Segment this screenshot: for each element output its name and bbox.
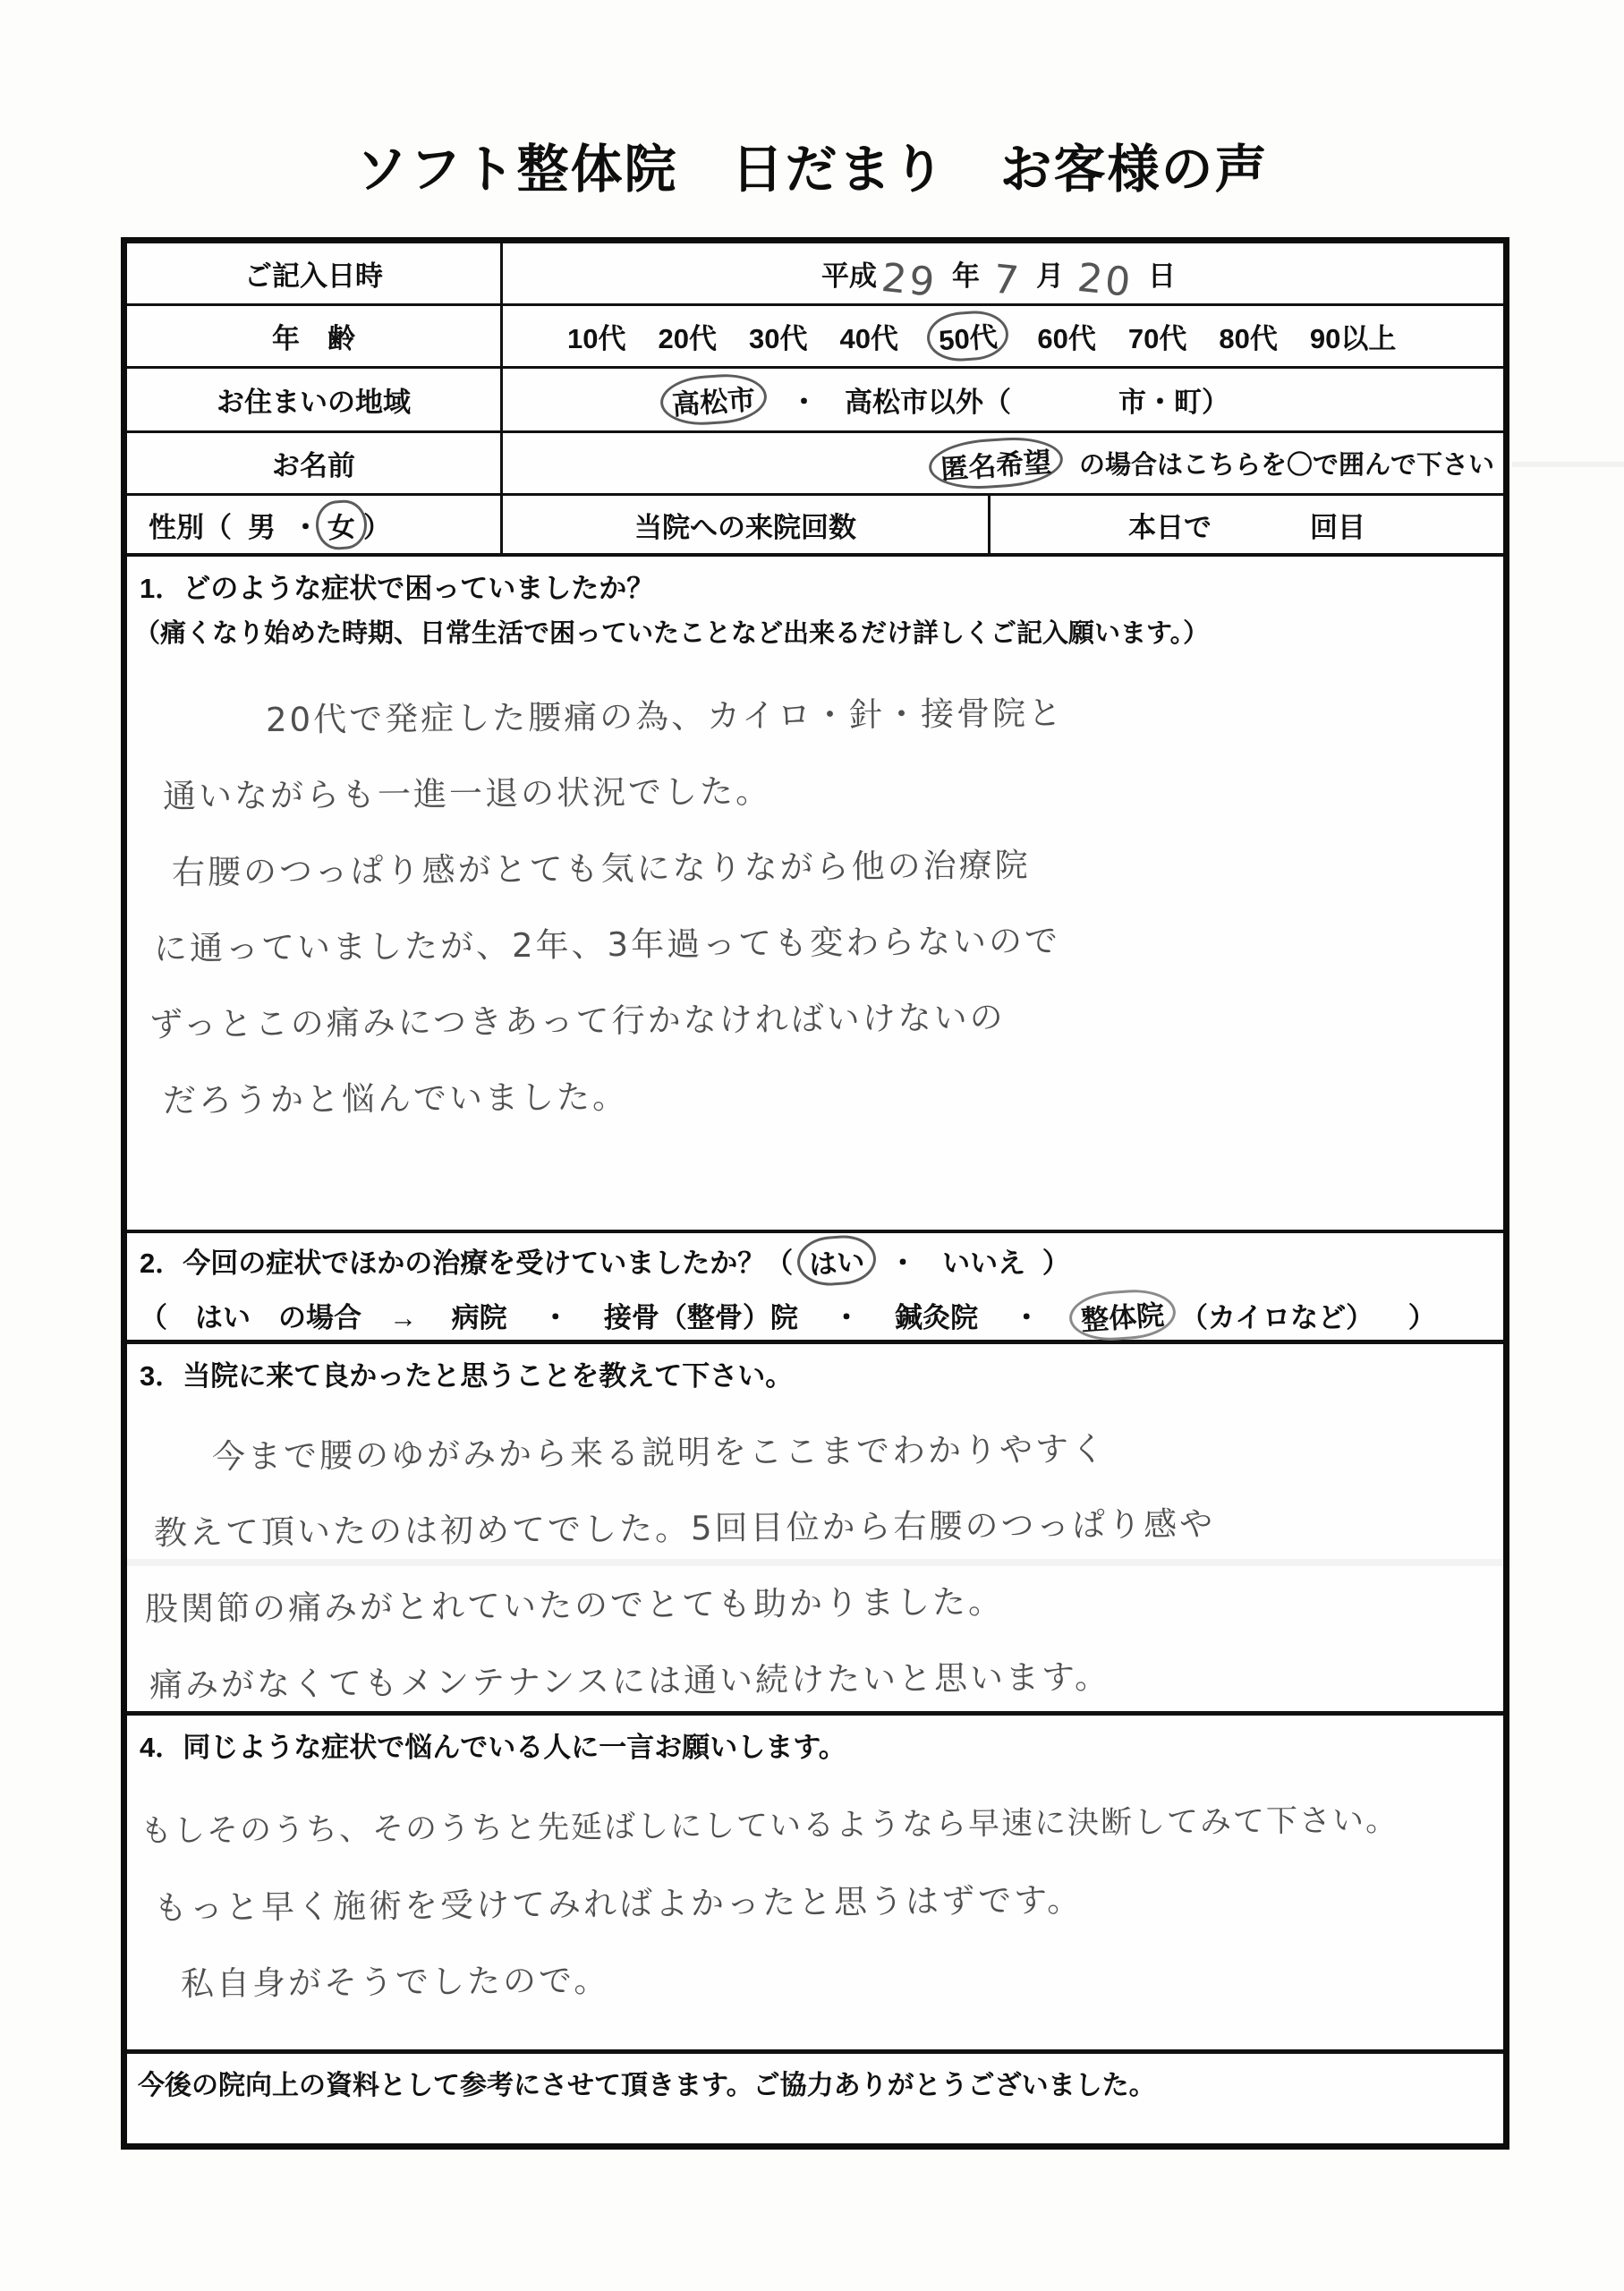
age-option-70s: 70代 bbox=[1127, 323, 1187, 354]
question1-answer-handwritten bbox=[127, 677, 1503, 1133]
question1-section bbox=[127, 557, 1503, 1233]
anonymous-note: の場合はこちらを〇で囲んで下さい bbox=[1078, 451, 1494, 480]
gender-suffix: ） bbox=[363, 511, 391, 543]
q2-seitai-suffix: （カイロなど） bbox=[1180, 1302, 1374, 1333]
month-value-handwritten: 7 bbox=[991, 256, 1024, 305]
footer-note: 今後の院向上の資料として参考にさせて頂きます。ご協力ありがとうございました。 bbox=[138, 2071, 1156, 2100]
q2-option-yes-circled: はい bbox=[795, 1233, 878, 1288]
month-unit-label: 月 bbox=[1036, 260, 1064, 292]
gender-separator: ・ bbox=[292, 511, 319, 543]
q2-option-sekkotsu: 接骨（整骨）院 bbox=[603, 1302, 798, 1333]
date-label: ご記入日時 bbox=[127, 243, 503, 303]
answer-line: もしそのうち、そのうちと先延ばしにしているようなら早速に決断してみて下さい。 bbox=[140, 1802, 1399, 1850]
age-option-20s: 20代 bbox=[658, 323, 717, 354]
age-option-50s-circled: 50代 bbox=[925, 309, 1010, 363]
visits-value-cell bbox=[991, 496, 1503, 553]
name-label: お名前 bbox=[127, 433, 503, 493]
q2-option-seitai-circled: 整体院 bbox=[1068, 1287, 1178, 1343]
question3-section bbox=[127, 1344, 1503, 1716]
area-options bbox=[503, 369, 1503, 430]
q2-sub-prefix: （ はい の場合 → bbox=[140, 1302, 417, 1333]
answer-line: 20代で発症した腰痛の為、カイロ・針・接骨院と bbox=[265, 694, 1065, 740]
age-options bbox=[503, 306, 1503, 366]
age-option-60s: 60代 bbox=[1037, 323, 1096, 354]
answer-line: だろうかと悩んでいました。 bbox=[162, 1077, 629, 1120]
answer-line: 右腰のつっぱり感がとても気になりながら他の治療院 bbox=[171, 846, 1031, 892]
question2-suffix: ） bbox=[1042, 1248, 1070, 1279]
gender-visits-row bbox=[127, 496, 1503, 557]
area-separator: ・ bbox=[790, 387, 818, 418]
name-row bbox=[127, 433, 1503, 496]
age-option-80s: 80代 bbox=[1219, 323, 1278, 354]
question2-prefix: 2．今回の症状でほかの治療を受けていましたか？（ bbox=[140, 1248, 794, 1279]
anonymous-option-circled: 匿名希望 bbox=[927, 434, 1064, 492]
age-option-90plus: 90以上 bbox=[1309, 323, 1397, 354]
answer-line: に通っていましたが、2年、3年過っても変わらないので bbox=[153, 921, 1061, 968]
answer-line: 通いながらも一進一退の状況でした。 bbox=[162, 771, 772, 816]
q2-option-shinkyu: 鍼灸院 bbox=[895, 1302, 979, 1333]
area-option-other: 高松市以外（ bbox=[845, 387, 1011, 418]
q2-option-separator: ・ bbox=[1012, 1302, 1041, 1333]
area-row bbox=[127, 369, 1503, 433]
year-value-handwritten: 29 bbox=[879, 254, 940, 307]
visits-label-cell bbox=[503, 496, 991, 553]
question4-heading: 4．同じような症状で悩んでいる人に一言お願いします。 bbox=[140, 1732, 846, 1763]
visits-today-label: 本日で bbox=[1128, 511, 1212, 543]
date-value bbox=[503, 243, 1503, 307]
question1-heading: 1．どのような症状で困っていましたか？ bbox=[140, 573, 655, 604]
question4-answer-handwritten bbox=[127, 1788, 1503, 2016]
year-unit-label: 年 bbox=[952, 260, 980, 292]
q2-option-separator: ・ bbox=[832, 1302, 861, 1333]
question4-section bbox=[127, 1716, 1503, 2054]
day-value-handwritten: 20 bbox=[1075, 254, 1135, 307]
question2-subline bbox=[127, 1281, 1503, 1335]
answer-line: 私自身がそうでしたので。 bbox=[180, 1961, 610, 2004]
question2-section bbox=[127, 1233, 1503, 1344]
gender-prefix: 性別（ bbox=[149, 511, 232, 543]
area-option-takamatsu-circled: 高松市 bbox=[659, 371, 769, 428]
name-value-area bbox=[503, 433, 1503, 493]
answer-line: 今まで腰のゆがみから来る説明をここまでわかりやすく bbox=[211, 1429, 1108, 1477]
q2-option-no: いいえ bbox=[942, 1248, 1026, 1279]
age-option-40s: 40代 bbox=[839, 323, 898, 354]
question2-heading bbox=[127, 1233, 1503, 1281]
area-other-suffix: 市・町） bbox=[1118, 387, 1229, 418]
age-label: 年 齢 bbox=[127, 306, 503, 366]
q2-option-hospital: 病院 bbox=[451, 1302, 507, 1333]
date-row bbox=[127, 243, 1503, 306]
age-row bbox=[127, 306, 1503, 369]
answer-line: もっと早く施術を受けてみればよかったと思うはずです。 bbox=[153, 1880, 1084, 1928]
question3-heading: 3．当院に来て良かったと思うことを教えて下さい。 bbox=[140, 1360, 794, 1392]
q2-option-separator: ・ bbox=[541, 1302, 570, 1333]
gender-option-male: 男 bbox=[248, 511, 276, 543]
answer-line: 痛みがなくてもメンテナンスには通い続けたいと思います。 bbox=[149, 1657, 1111, 1705]
age-option-10s: 10代 bbox=[567, 323, 626, 354]
q2-sub-suffix: ） bbox=[1407, 1302, 1436, 1333]
day-unit-label: 日 bbox=[1148, 260, 1176, 292]
area-label: お住まいの地域 bbox=[127, 369, 503, 430]
scan-artifact bbox=[1512, 462, 1624, 467]
q2-yes-no-separator: ・ bbox=[889, 1248, 917, 1279]
question1-note: （痛くなり始めた時期、日常生活で困っていたことなど出来るだけ詳しくご記入願います。） bbox=[134, 619, 1210, 648]
page-title: ソフト整体院 日だまり お客様の声 bbox=[355, 141, 1269, 199]
form-table bbox=[121, 237, 1509, 2150]
question3-answer-handwritten bbox=[127, 1413, 1503, 1717]
answer-line: ずっとこの痛みにつきあって行かなければいけないの bbox=[149, 998, 1006, 1044]
gender-field bbox=[127, 496, 503, 553]
visits-unit-label: 回目 bbox=[1310, 511, 1365, 543]
era-label: 平成 bbox=[821, 260, 877, 292]
answer-line: 教えて頂いたのは初めてでした。5回目位から右腰のつっぱり感や bbox=[153, 1504, 1216, 1553]
age-option-30s: 30代 bbox=[748, 323, 808, 354]
gender-option-female-circled: 女 bbox=[314, 498, 369, 551]
answer-line: 股関節の痛みがとれていたのでとても助かりました。 bbox=[144, 1582, 1005, 1629]
visits-label: 当院への来院回数 bbox=[634, 511, 856, 543]
